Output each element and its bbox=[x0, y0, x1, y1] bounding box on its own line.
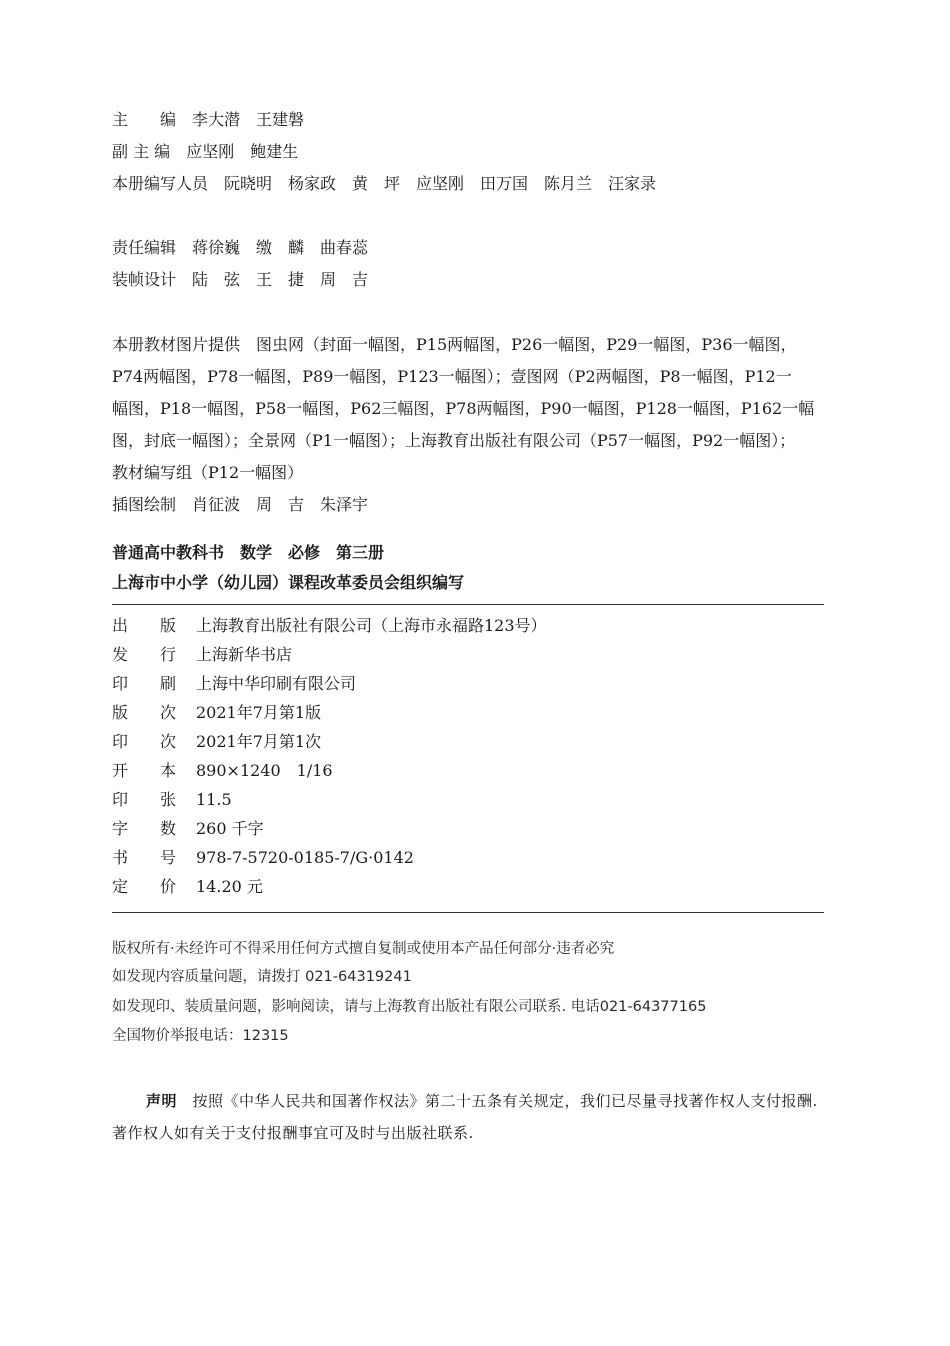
bottom-divider bbox=[112, 912, 824, 913]
credit-value: 陆 弦 王 捷 周 吉 bbox=[192, 270, 369, 289]
pub-value: 2021年7月第1次 bbox=[196, 732, 322, 751]
pub-label: 印 刷 bbox=[112, 674, 177, 693]
credit-deputy-editor bbox=[112, 142, 298, 162]
pub-row-publisher bbox=[112, 616, 547, 636]
credit-value: 蒋徐巍 缴 麟 曲春蕊 bbox=[192, 238, 369, 257]
pub-row-isbn bbox=[112, 848, 414, 868]
credit-value: 肖征波 周 吉 朱泽宇 bbox=[192, 495, 369, 514]
credit-label: 装帧设计 bbox=[112, 270, 177, 289]
pub-value: 14.20 元 bbox=[196, 877, 263, 896]
quality-hotline: 如发现内容质量问题，请拨打 021-64319241 bbox=[112, 969, 412, 985]
pub-label: 出 版 bbox=[112, 616, 177, 635]
credit-value: 李大潜 王建磐 bbox=[192, 110, 305, 129]
pub-label: 印 次 bbox=[112, 732, 177, 751]
pub-row-printing bbox=[112, 732, 321, 752]
pub-value: 上海新华书店 bbox=[196, 645, 293, 664]
pub-value: 11.5 bbox=[196, 790, 232, 809]
pub-label: 书 号 bbox=[112, 848, 177, 867]
pub-row-word-count bbox=[112, 819, 264, 839]
credit-writers bbox=[112, 174, 656, 194]
pub-value: 2021年7月第1版 bbox=[196, 703, 322, 722]
image-credits-line: 本册教材图片提供 图虫网（封面一幅图，P15两幅图，P26一幅图，P29一幅图，P36一幅图， bbox=[112, 335, 797, 354]
credit-label: 副 主 编 bbox=[112, 142, 171, 161]
pub-value: 上海教育出版社有限公司（上海市永福路123号） bbox=[196, 616, 547, 635]
credit-value: 应坚刚 鲍建生 bbox=[186, 142, 299, 161]
credit-value: 阮晓明 杨家政 黄 坪 应坚刚 田万国 陈月兰 汪家录 bbox=[224, 174, 657, 193]
pub-label: 开 本 bbox=[112, 761, 177, 780]
pub-row-price bbox=[112, 877, 263, 897]
pub-label: 版 次 bbox=[112, 703, 177, 722]
pub-value: 260 千字 bbox=[196, 819, 264, 838]
pub-row-sheets bbox=[112, 790, 232, 810]
credit-label: 责任编辑 bbox=[112, 238, 177, 257]
pub-label: 定 价 bbox=[112, 877, 177, 896]
credit-chief-editor bbox=[112, 110, 304, 130]
pub-label: 印 张 bbox=[112, 790, 177, 809]
statement-paragraph bbox=[112, 1085, 822, 1149]
credit-illustration bbox=[112, 495, 368, 515]
top-divider bbox=[112, 604, 824, 605]
pub-row-edition bbox=[112, 703, 321, 723]
image-credits-line: 幅图，P18一幅图，P58一幅图，P62三幅图，P78两幅图，P90一幅图，P128一幅图，P162一幅 bbox=[112, 399, 815, 418]
pub-label: 发 行 bbox=[112, 645, 177, 664]
credit-binding-design bbox=[112, 270, 368, 290]
pub-value: 上海中华印刷有限公司 bbox=[196, 674, 357, 693]
book-org-line: 上海市中小学（幼儿园）课程改革委员会组织编写 bbox=[112, 573, 465, 592]
copyright-notice: 版权所有·未经许可不得采用任何方式擅自复制或使用本产品任何部分·违者必究 bbox=[112, 941, 615, 957]
book-title-line: 普通高中教科书 数学 必修 第三册 bbox=[112, 543, 385, 562]
image-credits-line: 教材编写组（P12一幅图） bbox=[112, 463, 304, 482]
pub-row-distributor bbox=[112, 645, 292, 665]
print-quality-contact: 如发现印、装质量问题，影响阅读，请与上海教育出版社有限公司联系. 电话021-64377165 bbox=[112, 999, 707, 1015]
pub-row-printer bbox=[112, 674, 356, 694]
statement-text: 按照《中华人民共和国著作权法》第二十五条有关规定，我们已尽量寻找著作权人支付报酬.著作权人如有关于支付报酬事宜可及时与出版社联系. bbox=[112, 1092, 818, 1142]
price-report-hotline: 全国物价举报电话：12315 bbox=[112, 1028, 289, 1044]
pub-row-format bbox=[112, 761, 333, 781]
credit-label: 插图绘制 bbox=[112, 495, 177, 514]
image-credits-line: P74两幅图，P78一幅图，P89一幅图，P123一幅图）；壹图网（P2两幅图，P8一幅图，P12一 bbox=[112, 367, 792, 386]
pub-value: 978-7-5720-0185-7/G·0142 bbox=[196, 848, 414, 867]
credit-label: 本册编写人员 bbox=[112, 174, 209, 193]
credit-label: 主 编 bbox=[112, 110, 177, 129]
pub-value: 890×1240 1/16 bbox=[196, 761, 333, 780]
pub-label: 字 数 bbox=[112, 819, 177, 838]
credit-responsible-editor bbox=[112, 238, 368, 258]
statement-label: 声明 bbox=[146, 1092, 178, 1110]
image-credits-line: 图，封底一幅图）；全景网（P1一幅图）；上海教育出版社有限公司（P57一幅图，P92一幅图）； bbox=[112, 431, 796, 450]
